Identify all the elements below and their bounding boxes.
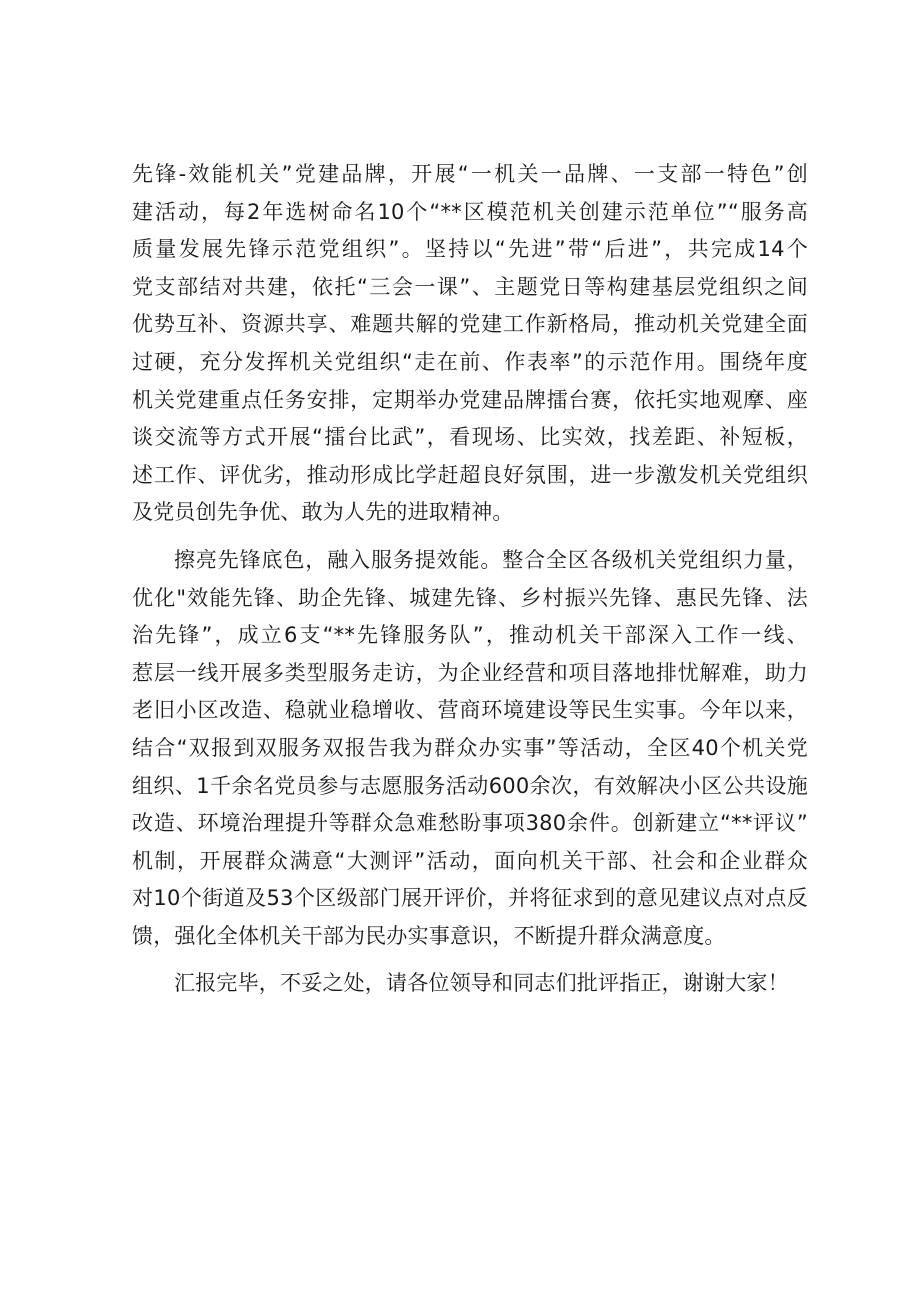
text-line-last: 及党员创先争优、敢为人先的进取精神。 [132,500,514,525]
text-line: 建活动，每2年选树命名10个“**区模范机关创建示范单位”“服务高 [132,199,808,224]
text-line: 改造、环境治理提升等群众急难愁盼事项380余件。创新建立“**评议” [132,811,808,836]
text-line: 机关党建重点任务安排，定期举办党建品牌擂台赛，依托实地观摩、座 [132,387,808,412]
text-line: 老旧小区改造、稳就业稳增收、营商环境建设等民生实事。今年以来， [132,698,808,723]
text-line: 对10个街道及53个区级部门展开评价，并将征求到的意见建议点对点反 [132,886,808,911]
text-line: 述工作、评优劣，推动形成比学赶超良好氛围，进一步激发机关党组织 [132,462,808,487]
text-line: 优势互补、资源共享、难题共解的党建工作新格局，推动机关党建全面 [132,312,808,337]
document-body [132,156,808,1003]
text-line: 优化"效能先锋、助企先锋、城建先锋、乡村振兴先锋、惠民先锋、法 [132,585,808,610]
paragraph-party-brand [132,156,808,532]
text-line: 质量发展先锋示范党组织”。坚持以“先进”带“后进”，共完成14个 [132,237,808,262]
paragraph-vanguard-service [132,542,808,956]
text-line: 谈交流等方式开展“擂台比武”，看现场、比实效，找差距、补短板， [132,425,808,450]
text-line: 党支部结对共建，依托“三会一课”、主题党日等构建基层党组织之间 [132,274,808,299]
paragraph-spacer [132,955,808,965]
text-line: 先锋-效能机关”党建品牌，开展“一机关一品牌、一支部一特色”创 [132,162,808,186]
paragraph-closing [132,965,808,1003]
text-line: 结合“双报到双服务双报告我为群众办实事”等活动，全区40个机关党 [132,735,808,760]
text-line-first: 擦亮先锋底色，融入服务提效能。整合全区各级机关党组织力量， [174,547,808,572]
text-line: 机制，开展群众满意“大测评”活动，面向机关干部、社会和企业群众 [132,848,808,873]
closing-remark: 汇报完毕，不妥之处，请各位领导和同志们批评指正，谢谢大家！ [174,971,789,996]
text-line: 治先锋”，成立6支“**先锋服务队”，推动机关干部深入工作一线、 [132,623,808,648]
text-line: 组织、1千余名党员参与志愿服务活动600余次，有效解决小区公共设施 [132,773,808,798]
text-line: 惹层一线开展多类型服务走访，为企业经营和项目落地排忧解难，助力 [132,660,808,685]
text-line-last: 馈，强化全体机关干部为民办实事意识，不断提升群众满意度。 [132,923,726,948]
text-line: 过硬，充分发挥机关党组织“走在前、作表率”的示范作用。围绕年度 [132,349,808,374]
paragraph-spacer [132,532,808,542]
